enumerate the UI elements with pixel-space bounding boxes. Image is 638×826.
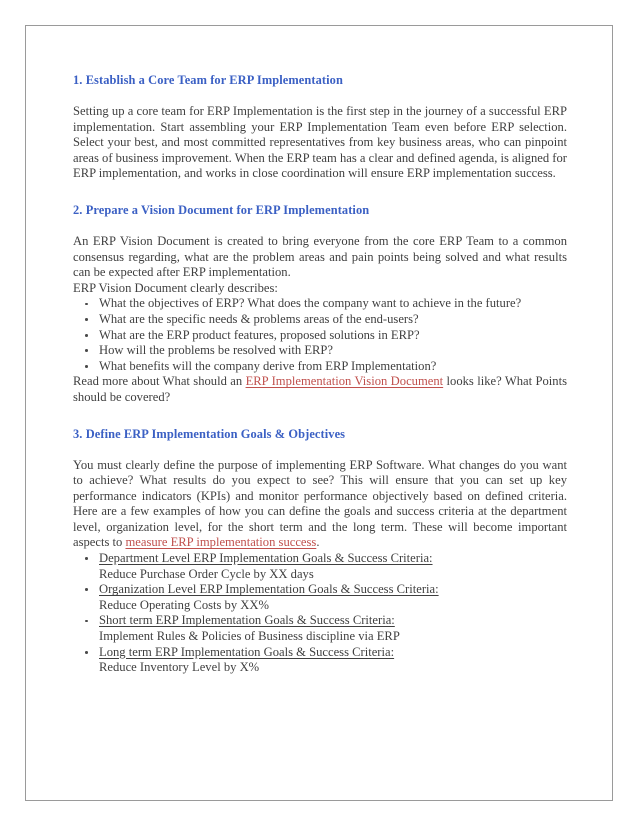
vision-document-bullet-list	[73, 296, 567, 374]
bullet-dot-icon	[85, 303, 88, 306]
closing-text-after-link: looks like? What Points should be covered?	[73, 374, 567, 404]
section-1-paragraph: Setting up a core team for ERP Implementation is the first step in the journey of a successful ERP implementation. Start assembling your ERP Implementation Team even before ERP selection. Select your best, and most committed representatives from key business areas, who can pinpoint areas of business improvement. When the ERP team has a clear and defined agenda, is aligned for ERP implementation, and works in close coordination will ensure ERP implementation success.	[73, 104, 567, 181]
section-2-heading: 2. Prepare a Vision Document for ERP Implementation	[73, 202, 370, 217]
goal-item-detail: Reduce Operating Costs by XX%	[99, 597, 269, 612]
spacer	[73, 218, 567, 234]
list-item	[73, 296, 567, 312]
list-item-text: How will the problems be resolved with ERP?	[99, 343, 333, 358]
goal-item-detail: Reduce Purchase Order Cycle by XX days	[99, 566, 314, 581]
list-item	[73, 359, 567, 375]
bullet-dot-icon	[85, 334, 88, 337]
spacer	[73, 89, 567, 105]
bullet-dot-icon	[85, 620, 88, 623]
list-item-text: What the objectives of ERP? What does the company want to achieve in the future?	[99, 296, 522, 311]
list-item-text: What benefits will the company derive from ERP Implementation?	[99, 358, 437, 373]
document-body	[73, 73, 567, 676]
bullet-dot-icon	[85, 349, 88, 352]
section-3-heading: 3. Define ERP Implementation Goals & Objectives	[73, 426, 346, 441]
list-item-text: What are the ERP product features, proposed solutions in ERP?	[99, 327, 420, 342]
section-2-lead-in: ERP Vision Document clearly describes:	[73, 280, 278, 295]
list-item	[73, 312, 567, 328]
section-2-closing-paragraph	[73, 374, 567, 405]
goal-item-title: Organization Level ERP Implementation Goals & Success Criteria:	[99, 582, 439, 597]
spacer	[73, 442, 567, 458]
erp-implementation-vision-document-link[interactable]: ERP Implementation Vision Document	[245, 374, 444, 389]
bullet-dot-icon	[85, 318, 88, 321]
goal-item-detail: Implement Rules & Policies of Business discipline via ERP	[99, 629, 400, 644]
list-item	[73, 328, 567, 344]
goal-item-title: Long term ERP Implementation Goals & Success Criteria:	[99, 644, 395, 659]
list-item	[73, 551, 567, 582]
measure-erp-implementation-success-link[interactable]: measure ERP implementation success	[125, 535, 317, 550]
list-item	[73, 645, 567, 676]
closing-text-before-link: Read more about What should an	[73, 374, 246, 389]
bullet-dot-icon	[85, 651, 88, 654]
erp-goals-bullet-list	[73, 551, 567, 676]
list-item-text: What are the specific needs & problems areas of the end-users?	[99, 311, 419, 326]
goal-item-title: Department Level ERP Implementation Goals & Success Criteria:	[99, 551, 433, 566]
section-2-paragraph: An ERP Vision Document is created to bring everyone from the core ERP Team to a common consensus regarding, what are the problem areas and pain points being solved and what results can be expected after ERP implementation.	[73, 233, 567, 280]
section-3-text-after-link: .	[316, 535, 320, 550]
page-frame	[25, 25, 613, 801]
list-item	[73, 343, 567, 359]
goal-item-detail: Reduce Inventory Level by X%	[99, 660, 260, 675]
list-item	[73, 582, 567, 613]
spacer	[73, 182, 567, 203]
section-3-paragraph	[73, 458, 567, 552]
section-3-text-before-link: You must clearly define the purpose of implementing ERP Software. What changes do you want to achieve? What results do you expect to see? This will ensure that you can set up key performance indicators (KPIs) and monitor performance objectively based on defined criteria. Here are a few examples of how you can define the goals and success criteria at the department level, organization level, for the short term and the long term. These will become important aspects to	[73, 457, 567, 550]
goal-item-title: Short term ERP Implementation Goals & Success Criteria:	[99, 613, 395, 628]
list-item	[73, 613, 567, 644]
bullet-dot-icon	[85, 365, 88, 368]
section-1-heading: 1. Establish a Core Team for ERP Implementation	[73, 73, 343, 87]
bullet-dot-icon	[85, 588, 88, 591]
bullet-dot-icon	[85, 557, 88, 560]
spacer	[73, 406, 567, 427]
